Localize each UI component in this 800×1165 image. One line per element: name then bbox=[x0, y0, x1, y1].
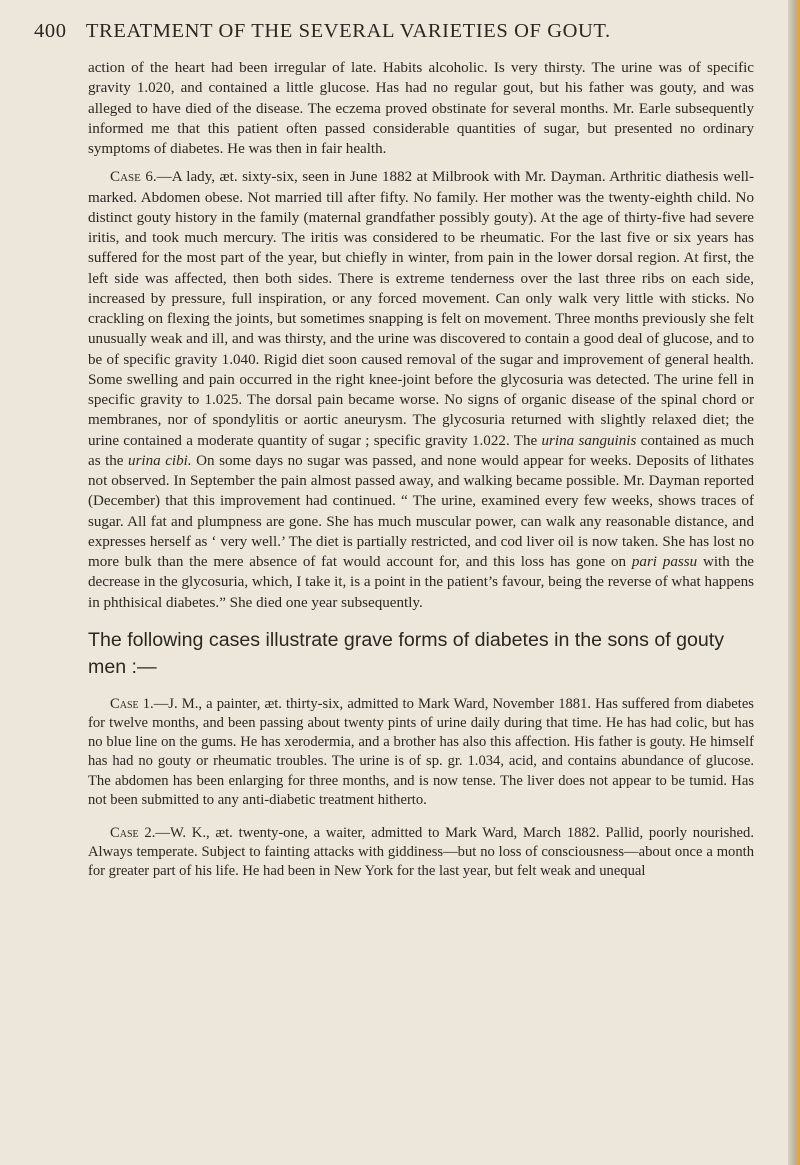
case-1-label: Case 1. bbox=[110, 695, 154, 712]
case-1-paragraph bbox=[88, 695, 754, 810]
urina-sanguinis-term: urina sanguinis bbox=[541, 432, 637, 449]
case-6-text-d: with the decrease in the glycosuria, which, I take it, is a point in the patient’s favour, being the reverse of what happens in phthisical diabetes.” She died one year subsequently. bbox=[88, 554, 754, 611]
running-title: TREATMENT OF THE SEVERAL VARIETIES OF GOUT. bbox=[85, 20, 611, 42]
body-text bbox=[88, 58, 754, 882]
case-6-text-a: —A lady, æt. sixty-six, seen in June 1882 at Milbrook with Mr. Dayman. Arthritic diathesis well-marked. Abdomen obese. Not married till after fifty. No family. Her mother was the twenty-eighth child. No distinct gouty history in the family (maternal grandfather possibly gouty). At the age of thirty-five had severe iritis, and took much mercury. The iritis was considered to be rheumatic. For the last five or six years has suffered for the most part of the year, but chiefly in winter, from pain in the lower dorsal region. At first, the left side was affected, then both sides. There is extreme tenderness over the last three ribs on each side, increased by pressure, full inspiration, or any forced movement. Can only walk very little with sticks. No crackling on flexing the joints, but sometimes snapping is felt on movement. Three months previously she felt unusually weak and ill, and was thirsty, and the urine was discovered to contain a good deal of glucose, and to be of specific gravity 1.040. Rigid diet soon caused removal of the sugar and improvement of general health. Some swelling and pain occurred in the right knee-joint before the glycosuria was detected. The urine fell in specific gravity to 1.025. The dorsal pain became worse. No signs of organic disease of the spinal chord or membranes, nor of spondylitis or aortic aneurysm. The glycosuria returned with slightly relaxed diet; the urine contained a moderate quantity of sugar ; specific gravity 1.022. The bbox=[88, 169, 754, 449]
case-6-text-c: On some days no sugar was passed, and none would appear for weeks. Deposits of lithates not observed. In September the pain almost passed away, and walking became possible. Mr. Dayman reported (December) that this improvement had continued. “ The urine, examined every few weeks, shows traces of sugar. All fat and plumpness are gone. She has much muscular power, can walk any reasonable distance, and expresses herself as ‘ very well.’ The diet is partially restricted, and cod liver oil is now taken. She has lost no more bulk than the mere absence of fat would account for, and this loss has gone on bbox=[88, 452, 755, 570]
page-number: 400 bbox=[34, 20, 67, 42]
case-2-label: Case 2. bbox=[110, 824, 156, 841]
urina-cibi-term: urina cibi. bbox=[128, 452, 192, 469]
section-lead-sentence: The following cases illustrate grave forms of diabetes in the sons of gouty men :— bbox=[88, 628, 725, 678]
case-2-paragraph bbox=[88, 824, 754, 882]
page-edge bbox=[788, 0, 800, 1165]
case-1-text: —J. M., a painter, æt. thirty-six, admitted to Mark Ward, November 1881. Has suffered from diabetes for twelve months, and been passing about twenty pints of urine daily during that time. He has had colic, but has no blue line on the gums. He has xerodermia, and a brother has also this affection. His father is gouty. He himself has had no gouty or rheumatic troubles. The urine is of sp. gr. 1.034, acid, and contains abundance of glucose. The abdomen has been enlarging for three months, and is now tense. The liver does not appear to be tumid. Has not been submitted to any anti-diabetic treatment hitherto. bbox=[88, 695, 754, 808]
pari-passu-term: pari passu bbox=[631, 554, 698, 570]
case-6-label: Case 6. bbox=[110, 169, 157, 186]
case-6-text-b: contained as much as the bbox=[88, 432, 755, 469]
running-header bbox=[34, 20, 754, 43]
case-2-text: —W. K., æt. twenty-one, a waiter, admitted to Mark Ward, March 1882. Pallid, poorly nourished. Always temperate. Subject to fainting attacks with giddiness—but no loss of consciousness—about once a month for greater part of his life. He had been in New York for the last year, but felt weak and unequal bbox=[88, 824, 754, 880]
paragraph-continuation: action of the heart had been irregular of late. Habits alcoholic. Is very thirsty. The urine was of specific gravity 1.020, and contained a little glucose. Has had no regular gout, but his father was gouty, and was alleged to have died of the disease. The eczema proved obstinate for several months. Mr. Earle subsequently informed me that this patient often passed considerable quantities of sugar, but presented no ordinary symptoms of diabetes. He was then in fair health. bbox=[88, 60, 754, 157]
case-6-paragraph bbox=[88, 167, 754, 613]
